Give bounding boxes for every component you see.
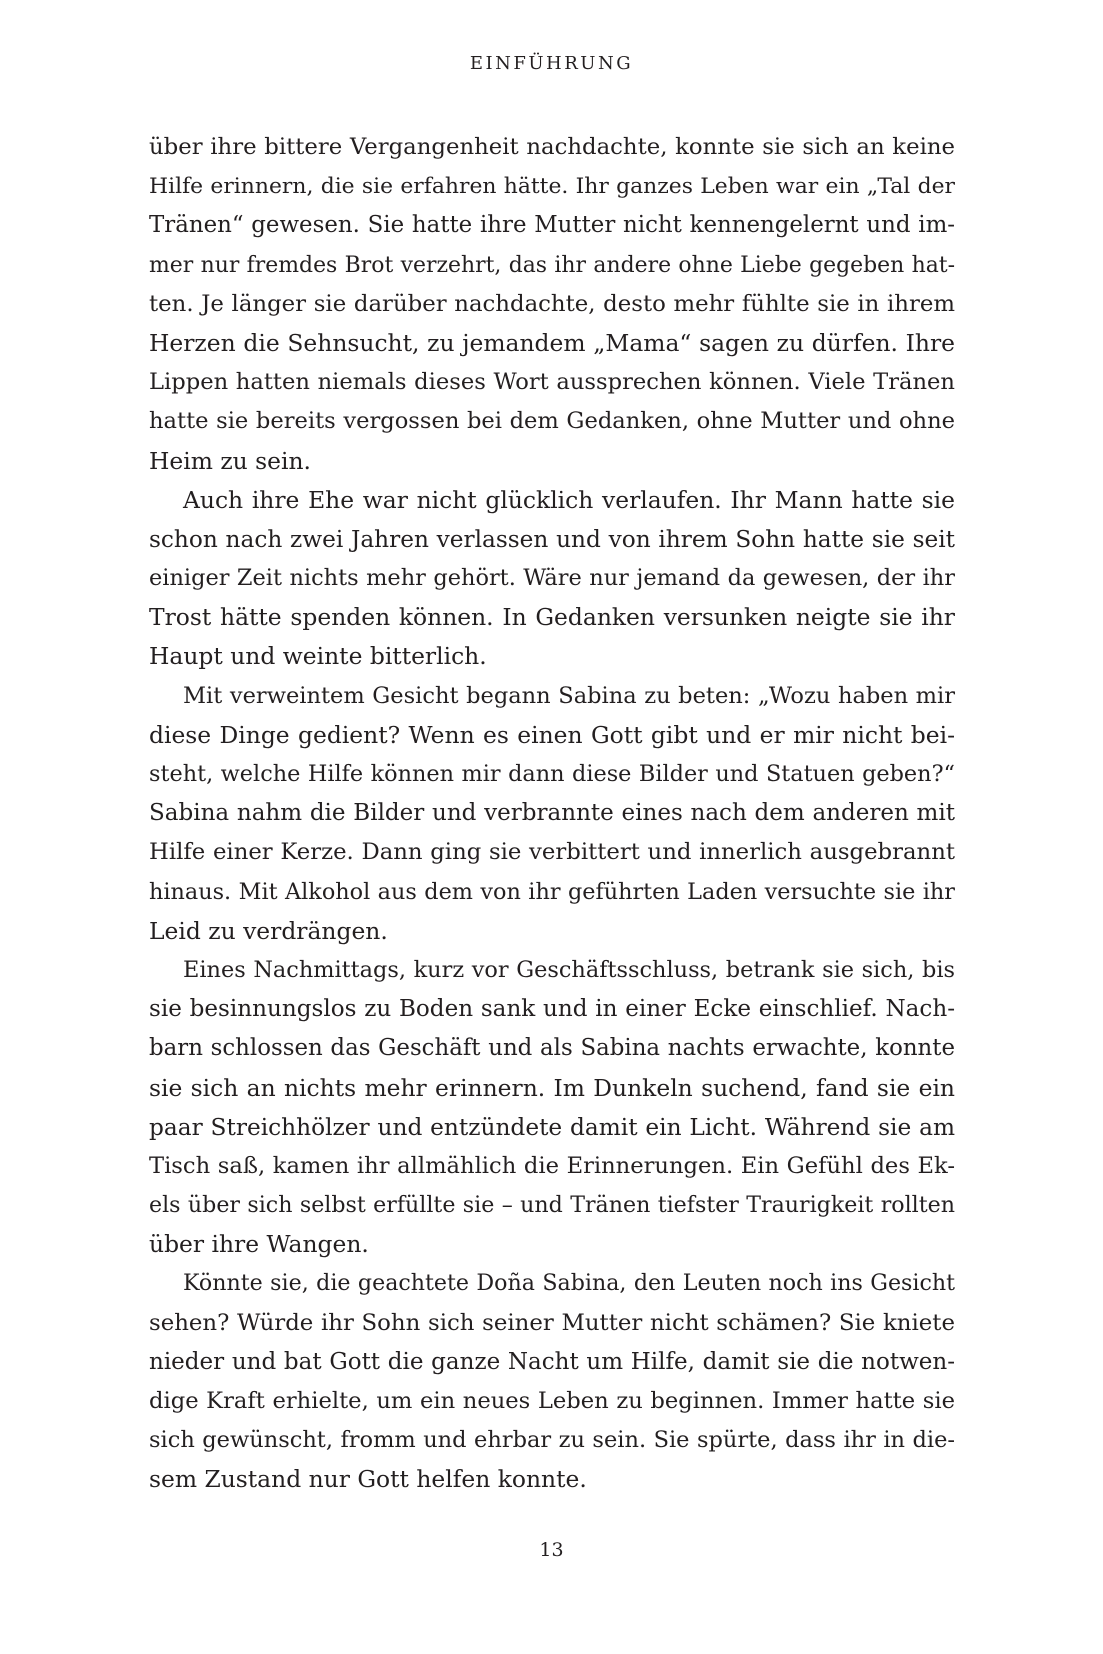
text-line: einiger Zeit nichts mehr gehört. Wäre nur jemand da gewesen, der ihr	[149, 565, 955, 592]
text-line: els über sich selbst erfüllte sie – und Tränen tiefster Traurigkeit rollten	[149, 1192, 955, 1219]
text-line: Mit verweintem Gesicht begann Sabina zu beten: „Wozu haben mir	[183, 682, 955, 709]
text-line: barn schlossen das Geschäft und als Sabina nachts erwachte, konnte	[149, 1035, 955, 1062]
text-line: ten. Je länger sie darüber nachdachte, desto mehr fühlte sie in ihrem	[149, 290, 955, 317]
text-line: sie sich an nichts mehr erinnern. Im Dunkeln suchend, fand sie ein	[149, 1073, 955, 1102]
text-line: dige Kraft erhielte, um ein neues Leben zu beginnen. Immer hatte sie	[149, 1388, 955, 1414]
text-line: über ihre bittere Vergangenheit nachdachte, konnte sie sich an keine	[149, 134, 955, 160]
text-line: steht, welche Hilfe können mir dann diese Bilder und Statuen geben?“	[149, 761, 955, 787]
text-line: Leid zu verdrängen.	[149, 916, 388, 945]
text-line: Hilfe einer Kerze. Dann ging sie verbittert und innerlich ausgebrannt	[149, 839, 955, 866]
text-line: Herzen die Sehnsucht, zu jemandem „Mama“ sagen zu dürfen. Ihre	[149, 328, 955, 357]
text-line: Sabina nahm die Bilder und verbrannte eines nach dem anderen mit	[149, 800, 955, 827]
text-line: über ihre Wangen.	[149, 1230, 369, 1259]
text-line: sem Zustand nur Gott helfen konnte.	[149, 1465, 587, 1494]
text-line: paar Streichhölzer und entzündete damit ein Licht. Während sie am	[149, 1113, 955, 1141]
text-line: Hilfe erinnern, die sie erfahren hätte. Ihr ganzes Leben war ein „Tal der	[149, 174, 955, 200]
page-number: 13	[539, 1539, 564, 1561]
text-line: sehen? Würde ihr Sohn sich seiner Mutter nicht schämen? Sie kniete	[149, 1309, 955, 1336]
text-line: diese Dinge gedient? Wenn es einen Gott gibt und er mir nicht bei-	[149, 720, 955, 749]
text-line: Lippen hatten niemals dieses Wort aussprechen können. Viele Tränen	[149, 369, 955, 396]
text-line: Heim zu sein.	[149, 446, 311, 475]
text-line: Tränen“ gewesen. Sie hatte ihre Mutter nicht kennengelernt und im-	[149, 212, 955, 239]
text-line: mer nur fremdes Brot verzehrt, das ihr andere ohne Liebe gegeben hat-	[149, 252, 955, 278]
text-line: Auch ihre Ehe war nicht glücklich verlaufen. Ihr Mann hatte sie	[183, 485, 955, 514]
text-line: schon nach zwei Jahren verlassen und von ihrem Sohn hatte sie seit	[149, 525, 955, 553]
text-line: sie besinnungslos zu Boden sank und in einer Ecke einschlief. Nach-	[149, 996, 955, 1023]
text-line: hatte sie bereits vergossen bei dem Gedanken, ohne Mutter und ohne	[149, 408, 955, 435]
text-line: Tisch saß, kamen ihr allmählich die Erinnerungen. Ein Gefühl des Ek-	[149, 1152, 955, 1179]
text-line: hinaus. Mit Alkohol aus dem von ihr geführten Laden versuchte sie ihr	[149, 878, 955, 905]
body-text	[149, 128, 955, 1500]
running-head: EINFÜHRUNG	[469, 53, 634, 74]
text-line: Könnte sie, die geachtete Doña Sabina, den Leuten noch ins Gesicht	[183, 1270, 955, 1297]
text-line: Eines Nachmittags, kurz vor Geschäftsschluss, betrank sie sich, bis	[183, 956, 955, 983]
text-line: Haupt und weinte bitterlich.	[149, 642, 487, 671]
text-line: Trost hätte spenden können. In Gedanken versunken neigte sie ihr	[149, 603, 955, 632]
text-line: nieder und bat Gott die ganze Nacht um Hilfe, damit sie die notwen-	[149, 1348, 955, 1375]
text-line: sich gewünscht, fromm und ehrbar zu sein. Sie spürte, dass ihr in die-	[149, 1427, 955, 1454]
